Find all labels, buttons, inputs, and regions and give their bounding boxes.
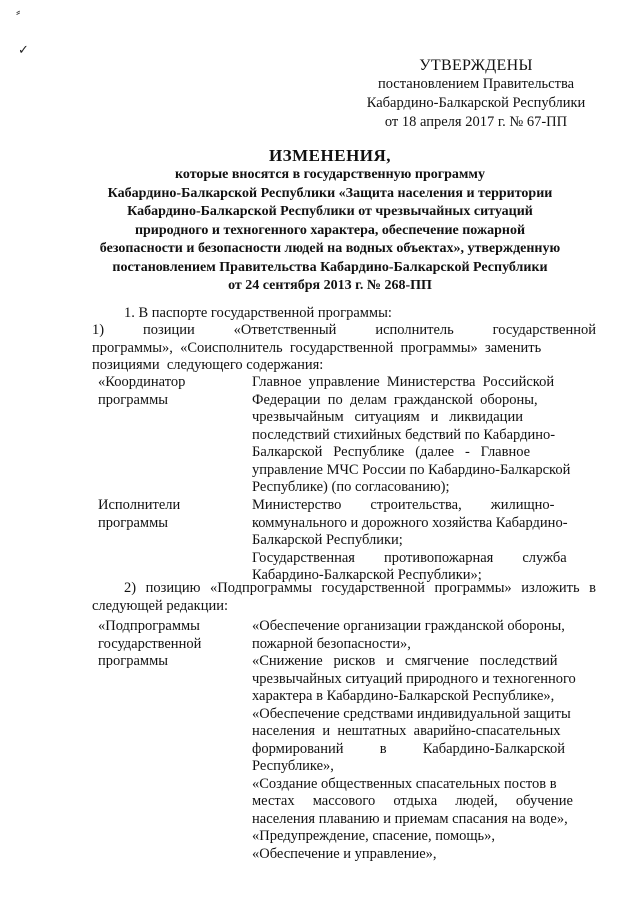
- value-line: характера в Кабардино-Балкарской Республике»,: [252, 688, 555, 704]
- subprograms-value: [252, 618, 596, 863]
- margin-mark-check: ✓: [18, 42, 29, 57]
- margin-mark-top: ⸗: [16, 4, 21, 19]
- value-line: последствий стихийных бедствий по Кабардино-: [252, 426, 556, 443]
- title-line: Кабардино-Балкарской Республики от чрезвычайных ситуаций: [127, 204, 533, 219]
- value-line: Главное управление Министерства Российской: [252, 374, 555, 390]
- value-line: «Создание общественных спасательных постов в: [252, 775, 557, 792]
- label-line: программы: [98, 514, 168, 531]
- subprograms-label: [98, 618, 248, 671]
- value-line: формирований в Кабардино-Балкарской: [252, 740, 565, 757]
- paragraph-line: 1) позиции «Ответственный исполнитель государственной: [92, 322, 596, 338]
- value-line: чрезвычайных ситуаций природного и техногенного: [252, 670, 576, 687]
- approval-line: Кабардино-Балкарской Республики: [366, 95, 586, 111]
- value-line: Федерации по делам гражданской обороны,: [252, 391, 538, 408]
- value-line: пожарной безопасности»,: [252, 635, 411, 652]
- title-line: природного и техногенного характера, обеспечение пожарной: [134, 222, 526, 238]
- label-line: Исполнители: [98, 497, 181, 513]
- title-line: постановлением Правительства Кабардино-Балкарской Республики: [112, 259, 548, 275]
- label-line: «Подпрограммы: [98, 618, 200, 634]
- approval-heading: УТВЕРЖДЕНЫ: [419, 57, 533, 74]
- value-line: населения и нештатных аварийно-спасательных: [252, 723, 561, 739]
- value-line: «Снижение рисков и смягчение последствий: [252, 653, 558, 669]
- value-line: Балкарской Республике (далее - Главное: [252, 444, 531, 460]
- value-line: Государственная противопожарная служба: [252, 549, 567, 566]
- paragraph-positions: [92, 322, 596, 375]
- paragraph-subprograms: [92, 580, 596, 615]
- value-line: коммунального и дорожного хозяйства Кабардино-: [252, 514, 568, 531]
- coordinator-value: [252, 374, 596, 497]
- value-line: «Предупреждение, спасение, помощь»,: [252, 828, 496, 844]
- executors-value: [252, 497, 596, 585]
- paragraph-line: программы», «Соисполнитель государственной программы» заменить: [92, 339, 542, 356]
- title-line: безопасности и безопасности людей на водных объектах», утвержденную: [99, 241, 561, 256]
- value-line: населения плаванию и приемам спасания на воде»,: [252, 810, 568, 827]
- value-line: Министерство строительства, жилищно-: [252, 497, 555, 513]
- label-line: государственной: [98, 635, 202, 652]
- approval-date: от 18 апреля 2017 г. № 67-ПП: [384, 114, 568, 130]
- value-line: Республике) (по согласованию);: [252, 479, 450, 495]
- executors-label: [98, 497, 248, 532]
- approval-stamp: [350, 56, 602, 132]
- paragraph-line: следующей редакции:: [92, 597, 229, 614]
- value-line: «Обеспечение средствами индивидуальной защиты: [252, 705, 571, 722]
- value-line: Балкарской Республики;: [252, 532, 403, 548]
- value-line: Республике»,: [252, 758, 334, 774]
- paragraph-line: 2) позицию «Подпрограммы государственной программы» изложить в: [124, 580, 596, 596]
- coordinator-label: [98, 374, 248, 409]
- value-line: Кабардино-Балкарской Республики»;: [252, 567, 482, 583]
- value-line: местах массового отдыха людей, обучение: [252, 793, 573, 809]
- label-line: программы: [98, 391, 168, 408]
- paragraph-line: позициями следующего содержания:: [92, 357, 324, 373]
- value-line: чрезвычайным ситуациям и ликвидации: [252, 409, 523, 425]
- title-line: от 24 сентября 2013 г. № 268-ПП: [228, 278, 432, 293]
- paragraph-passport: 1. В паспорте государственной программы:: [124, 305, 392, 321]
- label-line: программы: [98, 653, 168, 669]
- value-line: «Обеспечение организации гражданской обороны,: [252, 618, 565, 634]
- value-line: управление МЧС России по Кабардино-Балкарской: [252, 461, 571, 478]
- approval-line: постановлением Правительства: [377, 76, 575, 92]
- label-line: «Координатор: [98, 374, 186, 390]
- title-line: Кабардино-Балкарской Республики «Защита населения и территории: [107, 185, 553, 201]
- title-line: которые вносятся в государственную программу: [175, 167, 485, 182]
- value-line: «Обеспечение и управление»,: [252, 845, 437, 862]
- document-title: [90, 145, 570, 296]
- title-main: ИЗМЕНЕНИЯ,: [268, 146, 392, 165]
